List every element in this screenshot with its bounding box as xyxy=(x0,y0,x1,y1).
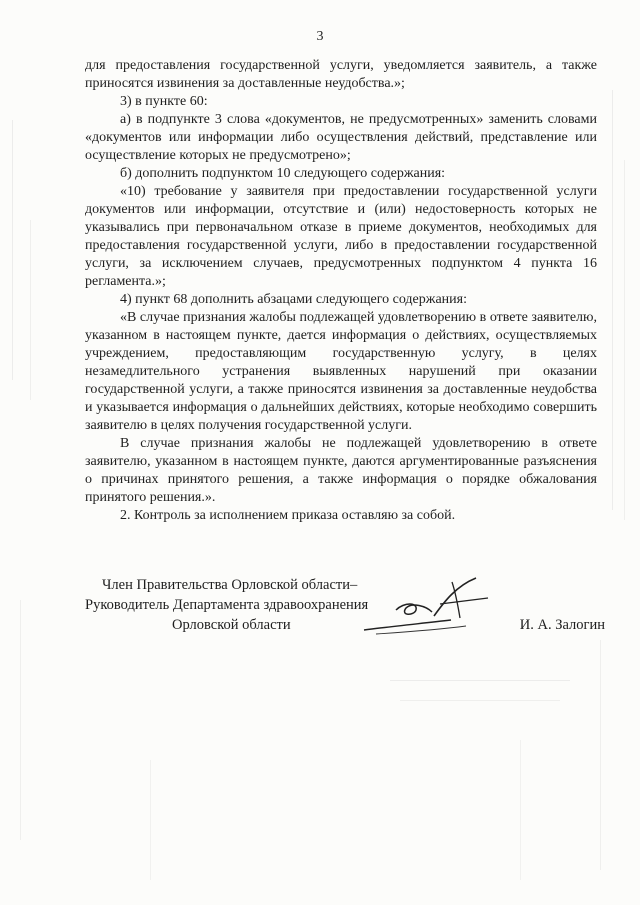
document-body xyxy=(85,57,597,525)
handwritten-signature xyxy=(356,572,506,642)
paragraph: В случае признания жалобы не подлежащей удовлетворению в ответе заявителю, указанном в настоящем пункте, даются аргументированные разъяснения о причинах принятого решения, а также информация о порядке обжалования принятого решения.». xyxy=(85,436,597,505)
paragraph: б) дополнить подпунктом 10 следующего содержания: xyxy=(120,166,446,181)
paragraph: 4) пункт 68 дополнить абзацами следующего содержания: xyxy=(120,292,467,307)
paragraph: 3) в пункте 60: xyxy=(120,94,208,109)
page-number: 3 xyxy=(316,29,324,44)
paragraph: 2. Контроль за исполнением приказа оставляю за собой. xyxy=(120,508,456,523)
paragraph: а) в подпункте 3 слова «документов, не предусмотренных» заменить словами «документов или информации либо осуществления действий, представление или осуществление которых не предусмотрено»; xyxy=(85,112,597,163)
paragraph: «10) требование у заявителя при предоставлении государственной услуги документов или информации, отсутствие и (или) недостоверность которых не указывались при первоначальном отказе в приеме документов, необходимых для предоставления государственной услуги, либо в предоставлении государственной услуги, за исключением случаев, предусмотренных подпунктом 4 пункта 16 регламента.»; xyxy=(85,184,597,289)
paragraph: «В случае признания жалобы подлежащей удовлетворению в ответе заявителю, указанном в настоящем пункте, дается информация о действиях, осуществляемых учреждением, предоставляющим государственную услугу, в целях незамедлительного устранения выявленных нарушений при оказании государственной услуги, а также приносятся извинения за доставленные неудобства и указывается информация о дальнейших действиях, которые необходимо совершить заявителю в целях получения государственной услуги. xyxy=(85,310,597,433)
signer-name: И. А. Залогин xyxy=(519,617,605,633)
signer-position-line-3: Орловской области xyxy=(172,617,291,633)
signer-position-line-2: Руководитель Департамента здравоохранения xyxy=(85,597,369,613)
signature-block xyxy=(85,575,605,635)
signer-position-line-1: Член Правительства Орловской области– xyxy=(102,577,358,593)
paragraph: для предоставления государственной услуги, уведомляется заявитель, а также приносятся извинения за доставленные неудобства.»; xyxy=(85,58,597,91)
